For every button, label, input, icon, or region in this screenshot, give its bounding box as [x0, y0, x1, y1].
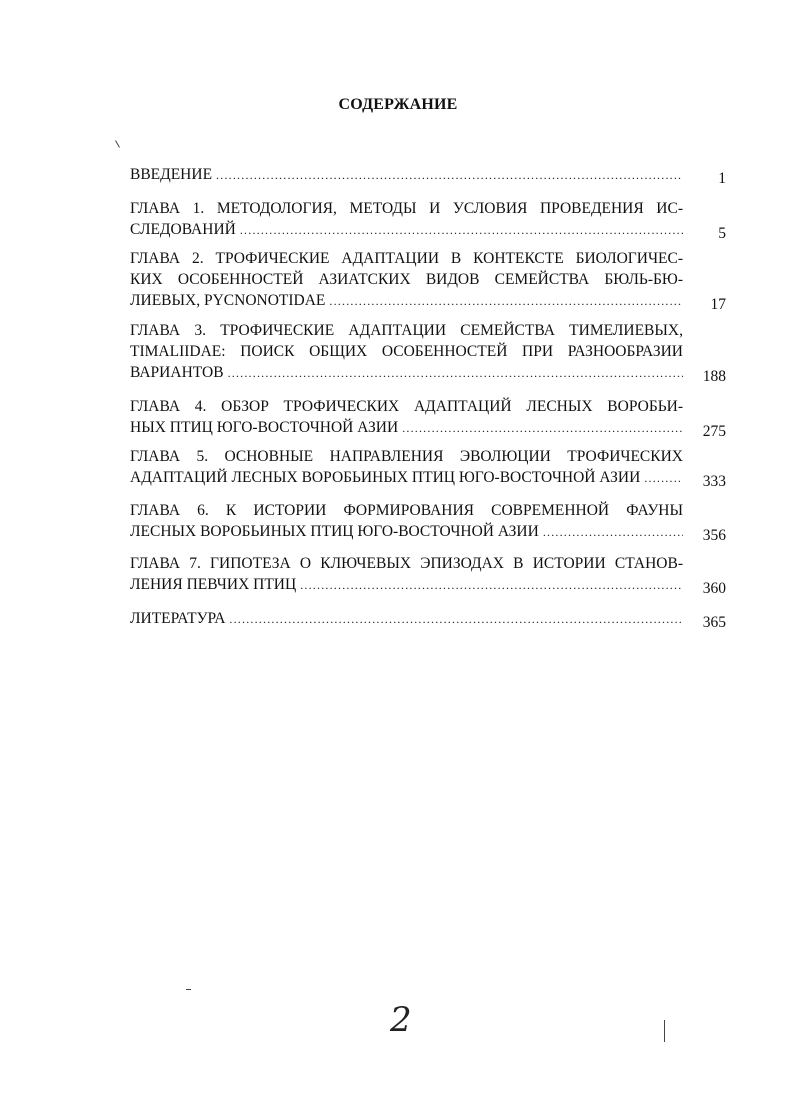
toc-entry-last-line: [130, 417, 683, 439]
toc-entry-text: ГЛАВА 2. ТРОФИЧЕСКИЕ АДАПТАЦИИ В КОНТЕКСТЕ БИОЛОГИЧЕС-: [130, 250, 683, 267]
toc-page-number: 356: [702, 527, 726, 544]
toc-page-number: 333: [702, 473, 726, 490]
toc-entry-last-line: [130, 608, 683, 630]
toc-entry-text: ГЛАВА 5. ОСНОВНЫЕ НАПРАВЛЕНИЯ ЭВОЛЮЦИИ ТРОФИЧЕСКИХ: [130, 448, 683, 465]
toc-entry-last-line: [130, 290, 683, 312]
toc-entry: [130, 608, 726, 630]
toc-page-number: 5: [718, 225, 726, 242]
toc-entry-last-line: [130, 219, 683, 241]
toc-entry: [130, 446, 726, 489]
toc-entry: [130, 396, 726, 439]
toc-entry-text: СЛЕДОВАНИЙ: [130, 221, 236, 238]
toc-entry-last-line: [130, 467, 683, 489]
handwritten-page-number: 2: [390, 1000, 412, 1040]
toc-entry-last-line: [130, 521, 683, 543]
toc-entry-text: ЛЕСНЫХ ВОРОБЬИНЫХ ПТИЦ ЮГО-ВОСТОЧНОЙ АЗИИ: [130, 523, 539, 540]
toc-entry-last-line: [130, 164, 683, 186]
toc-page-number: 360: [702, 580, 726, 597]
toc-entry: [130, 320, 726, 384]
toc-entry-last-line: [130, 574, 683, 596]
toc-page-number: 275: [702, 423, 726, 440]
dot-leader: [402, 418, 683, 439]
toc-entry-text: ГЛАВА 1. МЕТОДОЛОГИЯ, МЕТОДЫ И УСЛОВИЯ ПРОВЕДЕНИЯ ИС-: [130, 200, 683, 217]
toc-page-number: 188: [702, 368, 726, 385]
toc-entry-text: ГЛАВА 7. ГИПОТЕЗА О КЛЮЧЕВЫХ ЭПИЗОДАХ В ИСТОРИИ СТАНОВ-: [130, 555, 683, 572]
toc-entry-text: НЫХ ПТИЦ ЮГО-ВОСТОЧНОЙ АЗИИ: [130, 419, 399, 436]
dot-leader: [644, 468, 683, 489]
toc-page-number: 365: [702, 614, 726, 631]
toc-entry-text: ЛИТЕРАТУРА: [130, 610, 226, 627]
dot-leader: [240, 220, 683, 241]
dot-leader: [229, 609, 683, 630]
toc-entry-text: ГЛАВА 6. К ИСТОРИИ ФОРМИРОВАНИЯ СОВРЕМЕННОЙ ФАУНЫ: [130, 502, 683, 519]
toc-page-number: 17: [710, 296, 726, 313]
dot-leader: [216, 165, 683, 186]
toc-entry-text: ВАРИАНТОВ: [130, 364, 224, 381]
toc-entry-text: ГЛАВА 4. ОБЗОР ТРОФИЧЕСКИХ АДАПТАЦИЙ ЛЕСНЫХ ВОРОБЬИ-: [130, 398, 683, 415]
toc-entry-text: ЛИЕВЫХ, PYCNONOTIDAE: [130, 292, 326, 309]
toc-entry: [130, 198, 726, 241]
toc-entry-text: TIMALIIDAE: ПОИСК ОБЩИХ ОСОБЕННОСТЕЙ ПРИ РАЗНООБРАЗИИ: [130, 343, 683, 360]
page-title: СОДЕРЖАНИЕ: [338, 96, 458, 113]
toc-entry: [130, 553, 726, 596]
dot-leader: [329, 291, 683, 312]
toc-entry: [130, 500, 726, 543]
scan-speck: [115, 140, 120, 147]
dot-leader: [543, 522, 683, 543]
toc-entry-text: АДАПТАЦИЙ ЛЕСНЫХ ВОРОБЬИНЫХ ПТИЦ ЮГО-ВОСТОЧНОЙ АЗИИ: [130, 469, 641, 486]
toc-entry-text: ЛЕНИЯ ПЕВЧИХ ПТИЦ: [130, 576, 297, 593]
dot-leader: [228, 363, 683, 384]
toc-entry-last-line: [130, 362, 683, 384]
toc-entry-text: КИХ ОСОБЕННОСТЕЙ АЗИАТСКИХ ВИДОВ СЕМЕЙСТВА БЮЛЬ-БЮ-: [130, 271, 683, 288]
toc-entry: [130, 164, 726, 186]
toc-entry-text: ГЛАВА 3. ТРОФИЧЕСКИЕ АДАПТАЦИИ СЕМЕЙСТВА ТИМЕЛИЕВЫХ,: [130, 322, 683, 339]
toc-page-number: 1: [718, 170, 726, 187]
toc-entry: [130, 248, 726, 312]
scan-speck: [186, 989, 191, 990]
dot-leader: [300, 575, 683, 596]
scan-speck: [664, 1020, 665, 1042]
toc-entry-text: ВВЕДЕНИЕ: [130, 166, 213, 183]
